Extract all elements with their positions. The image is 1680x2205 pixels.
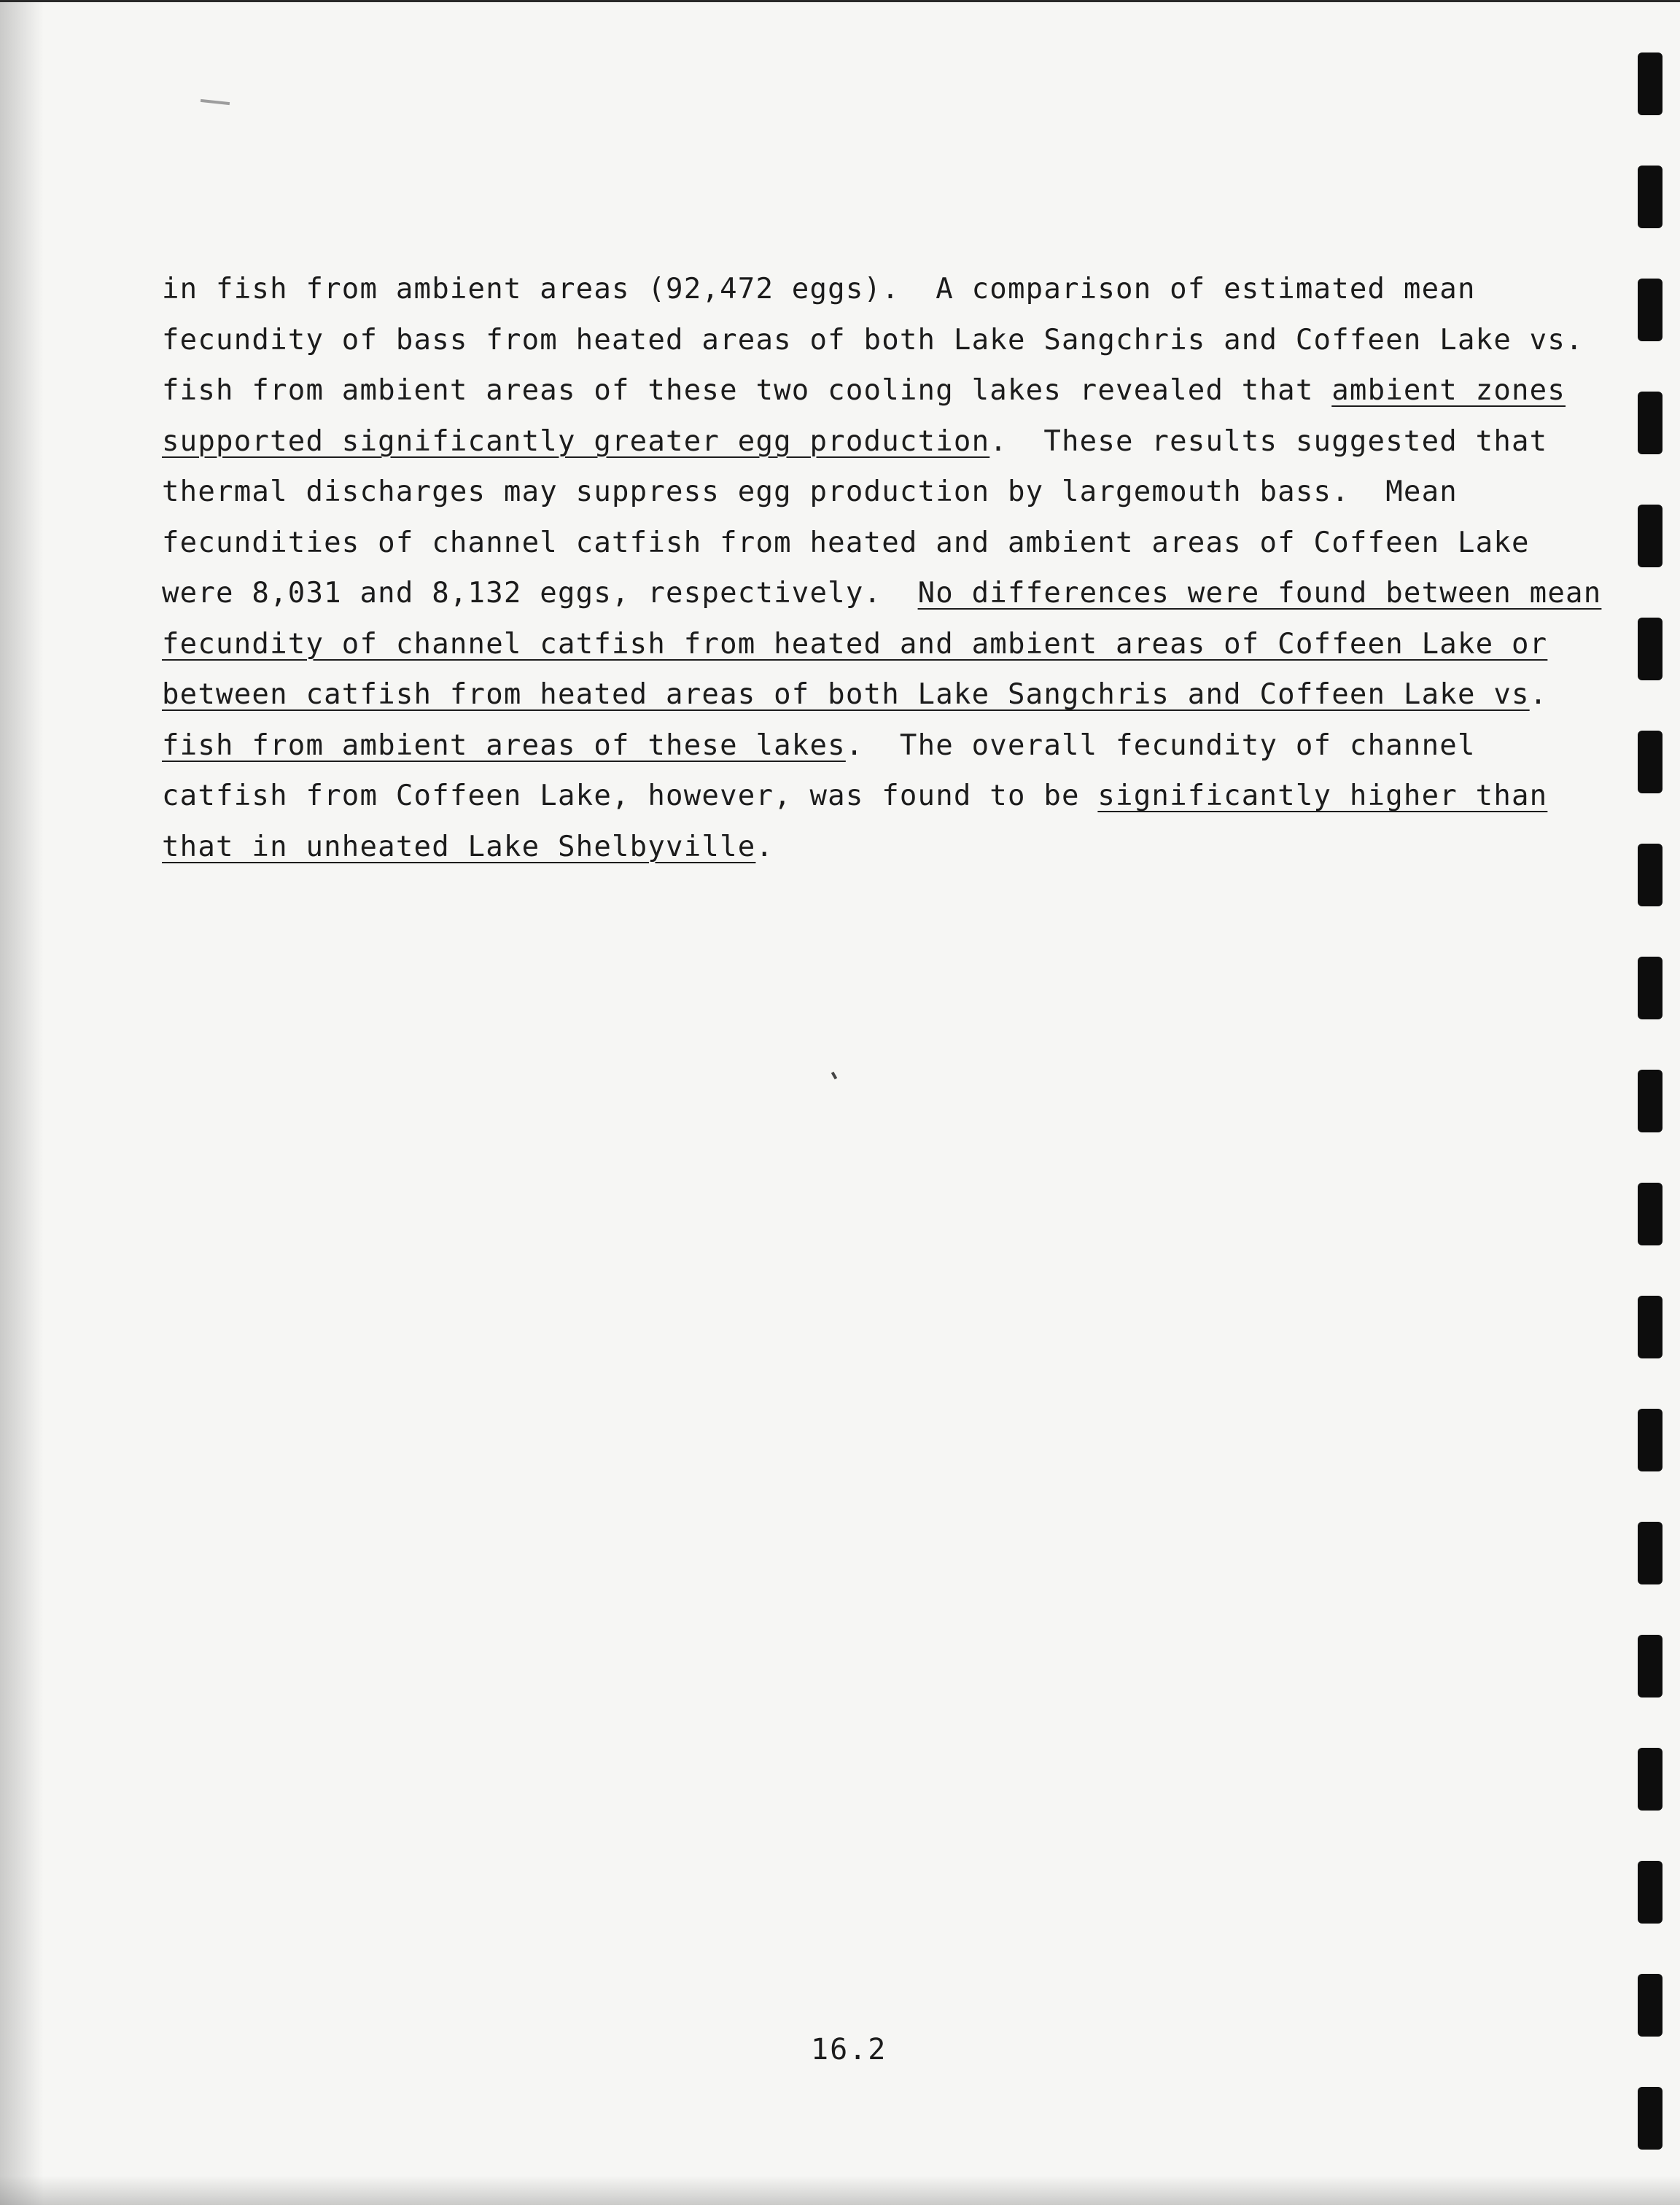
binding-hole xyxy=(1638,52,1662,115)
text-segment: in fish from ambient areas (92,472 eggs). A comparison of estimated mean xyxy=(162,273,1476,306)
text-segment: . The overall fecundity of channel xyxy=(845,728,1476,762)
text-line xyxy=(162,771,1562,822)
text-line xyxy=(162,568,1602,619)
binding-hole xyxy=(1638,2087,1662,2150)
binding-hole xyxy=(1638,392,1662,454)
text-segment: fecundity of bass from heated areas of both Lake Sangchris and Coffeen Lake vs. xyxy=(162,323,1584,357)
text-line xyxy=(162,720,1562,771)
text-line xyxy=(162,365,1566,416)
text-segment: fish from ambient areas of these two cooling lakes revealed that xyxy=(162,374,1332,407)
text-segment: . xyxy=(1529,678,1548,711)
text-segment: fecundities of channel catfish from heated and ambient areas of Coffeen Lake xyxy=(162,526,1530,559)
text-segment: thermal discharges may suppress egg production by largemouth bass. Mean xyxy=(162,475,1458,508)
underlined-text-segment: ambient zones xyxy=(1331,374,1566,407)
top-edge-rule xyxy=(0,0,1680,2)
page-shadow-left xyxy=(0,0,44,2205)
scan-speck xyxy=(831,1072,837,1080)
text-segment: were 8,031 and 8,132 eggs, respectively. xyxy=(162,577,918,610)
binding-hole xyxy=(1638,844,1662,906)
text-line xyxy=(162,822,1562,873)
underlined-text-segment: supported significantly greater egg production xyxy=(162,424,990,458)
binding-hole xyxy=(1638,1296,1662,1358)
underlined-text-segment: that in unheated Lake Shelbyville xyxy=(162,830,756,863)
text-line xyxy=(162,619,1562,670)
binding-hole xyxy=(1638,1974,1662,2037)
text-line xyxy=(162,264,1562,315)
body-paragraph xyxy=(162,264,1602,872)
text-segment: . These results suggested that xyxy=(989,424,1548,458)
text-line xyxy=(162,416,1562,467)
binding-hole xyxy=(1638,957,1662,1019)
underlined-text-segment: fish from ambient areas of these lakes xyxy=(162,728,846,762)
binding-hole xyxy=(1638,1635,1662,1698)
binding-hole xyxy=(1638,1409,1662,1471)
underlined-text-segment: fecundity of channel catfish from heated and ambient areas of Coffeen Lake or xyxy=(162,627,1548,661)
text-line xyxy=(162,518,1562,569)
binding-hole xyxy=(1638,1861,1662,1924)
text-segment: . xyxy=(755,830,774,863)
underlined-text-segment: significantly higher than xyxy=(1097,779,1548,812)
binding-holes-strip xyxy=(1622,0,1680,2205)
text-line xyxy=(162,669,1562,720)
binding-hole xyxy=(1638,1522,1662,1584)
text-segment: catfish from Coffeen Lake, however, was found to be xyxy=(162,779,1098,812)
binding-hole xyxy=(1638,731,1662,793)
underlined-text-segment: between catfish from heated areas of both Lake Sangchris and Coffeen Lake vs xyxy=(162,678,1530,711)
stray-pen-mark xyxy=(201,99,230,105)
binding-hole xyxy=(1638,166,1662,228)
binding-hole xyxy=(1638,1070,1662,1132)
binding-hole xyxy=(1638,1183,1662,1245)
page-shadow-bottom xyxy=(0,2176,1680,2205)
binding-hole xyxy=(1638,1748,1662,1811)
underlined-text-segment: No differences were found between mean xyxy=(917,577,1602,610)
page-number: 16.2 xyxy=(811,2033,887,2066)
binding-hole xyxy=(1638,279,1662,341)
text-line xyxy=(162,467,1562,518)
binding-hole xyxy=(1638,505,1662,567)
binding-hole xyxy=(1638,618,1662,680)
text-line xyxy=(162,315,1584,366)
